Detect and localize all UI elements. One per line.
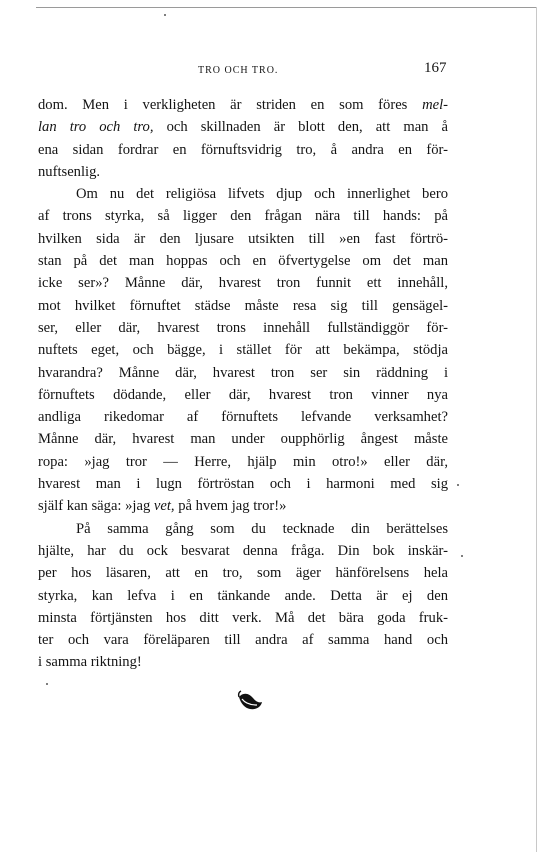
text-segment: Månne där, hvarest man under oupphörlig ångest måste bbox=[38, 431, 448, 448]
text-line bbox=[38, 339, 448, 361]
body-text bbox=[38, 94, 448, 674]
text-line bbox=[38, 540, 448, 562]
text-line bbox=[38, 607, 448, 629]
paper-speck bbox=[461, 555, 463, 557]
text-line bbox=[38, 161, 448, 183]
italic-segment: vet, bbox=[153, 498, 175, 515]
text-segment: ropa: »jag tror — Herre, hjälp min otro!» eller där, bbox=[38, 453, 448, 470]
text-line bbox=[38, 495, 448, 517]
text-line bbox=[38, 562, 448, 584]
text-segment: och skillnaden är blott den, att man å bbox=[153, 119, 449, 136]
text-line bbox=[38, 317, 448, 339]
text-line bbox=[38, 362, 448, 384]
text-segment: själf kan säga: »jag bbox=[38, 498, 154, 515]
text-segment: mot hvilket förnuftet städse måste resa sig till gensägel- bbox=[38, 297, 448, 314]
text-line bbox=[38, 183, 448, 205]
text-segment: på hvem jag tror!» bbox=[174, 498, 287, 515]
paper-speck bbox=[46, 683, 48, 685]
text-segment: ter och vara föreläparen till andra af samma hand och bbox=[38, 632, 448, 649]
text-segment: hvarest man i lugn förtröstan och i harmoni med sig bbox=[38, 476, 448, 493]
text-segment: hjälte, har du ock besvarat denna fråga. Din bok inskär- bbox=[38, 542, 448, 559]
italic-segment: mel- bbox=[422, 97, 448, 113]
text-line bbox=[38, 116, 448, 138]
text-segment: per hos läsaren, att en tro, som äger hänförelsens hela bbox=[38, 565, 448, 582]
running-head: TRO OCH TRO. bbox=[198, 65, 279, 76]
text-line bbox=[38, 651, 448, 673]
paper-speck bbox=[457, 484, 459, 486]
text-line bbox=[38, 295, 448, 317]
text-segment: minsta förtjänsten hos ditt verk. Må det bära goda fruk- bbox=[38, 609, 448, 626]
text-segment: förnuftets dödande, eller där, hvarest tron vinner nya bbox=[38, 386, 448, 403]
text-line bbox=[38, 518, 448, 540]
text-line bbox=[38, 451, 448, 473]
paper-speck bbox=[164, 14, 166, 16]
text-line bbox=[38, 250, 448, 272]
text-segment: hvilken sida är den ljusare utsikten till »en fast förtrö- bbox=[38, 230, 448, 247]
text-line bbox=[38, 94, 448, 116]
page-edge-top bbox=[36, 7, 536, 8]
text-segment: dom. Men i verkligheten är striden en som föres bbox=[38, 97, 423, 113]
text-line bbox=[38, 384, 448, 406]
text-segment: af trons styrka, så ligger den frågan nära till hands: på bbox=[38, 208, 448, 225]
text-segment: På samma gång som du tecknade din berättelses bbox=[76, 520, 448, 537]
text-segment: nuftets eget, och bägge, i stället för att bekämpa, stödja bbox=[38, 342, 448, 359]
text-segment: styrka, kan lefva i en tänkande ande. Detta är ej den bbox=[38, 587, 448, 604]
text-line bbox=[38, 473, 448, 495]
text-line bbox=[38, 406, 448, 428]
text-segment: hvarandra? Månne där, hvarest tron ser sin räddning i bbox=[38, 364, 448, 381]
text-segment: ena sidan fordrar en förnuftsvidrig tro, å andra en för- bbox=[38, 141, 448, 158]
text-line bbox=[38, 228, 448, 250]
text-segment: icke ser»? Månne där, hvarest tron funnit ett innehåll, bbox=[38, 275, 448, 292]
text-line bbox=[38, 585, 448, 607]
text-segment: ser, eller där, hvarest trons innehåll fullständiggör för- bbox=[38, 319, 448, 336]
text-line bbox=[38, 629, 448, 651]
text-line bbox=[38, 428, 448, 450]
text-segment: stan på det man hoppas och en öfvertygelse om det man bbox=[38, 253, 448, 270]
page-number: 167 bbox=[424, 60, 447, 76]
text-line bbox=[38, 139, 448, 161]
leaf-tailpiece-icon bbox=[236, 690, 264, 714]
page-edge-right bbox=[536, 7, 537, 852]
text-line bbox=[38, 272, 448, 294]
text-line bbox=[38, 205, 448, 227]
text-segment: andliga rikedomar af förnuftets lefvande verksamhet? bbox=[38, 409, 448, 426]
text-segment: i samma riktning! bbox=[38, 654, 142, 671]
text-segment: Om nu det religiösa lifvets djup och innerlighet bero bbox=[76, 186, 448, 203]
italic-segment: lan tro och tro, bbox=[38, 119, 154, 136]
text-segment: nuftsenlig. bbox=[38, 163, 101, 180]
